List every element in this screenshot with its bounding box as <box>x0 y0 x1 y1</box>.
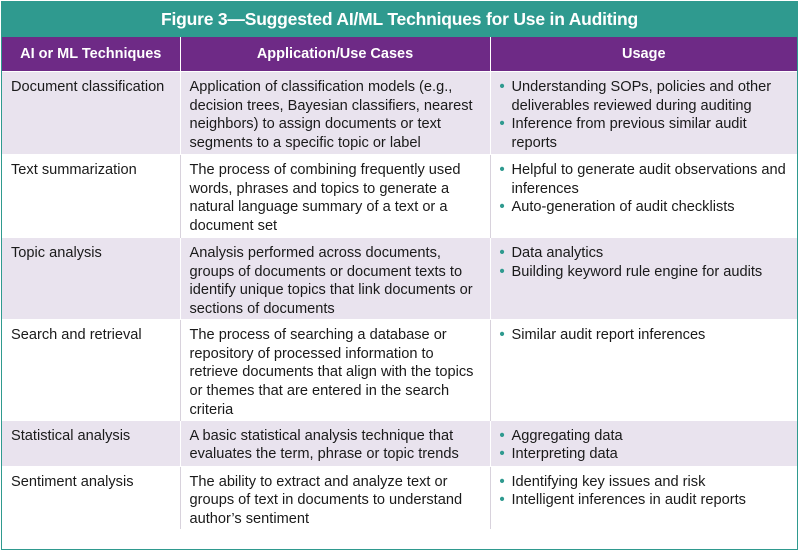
usage-item: • Understanding SOPs, policies and other deliverables reviewed during auditing <box>499 79 772 114</box>
figure-title: Figure 3—Suggested AI/ML Techniques for Use in Auditing <box>2 2 797 37</box>
technique-cell: Sentiment analysis <box>2 466 180 529</box>
usage-item: • Data analytics <box>499 245 604 261</box>
header-techniques: AI or ML Techniques <box>2 37 180 72</box>
table-row <box>2 320 797 421</box>
bullet-icon: • <box>499 263 505 280</box>
application-cell: The ability to extract and analyze text or groups of text in documents to understand author’s sentiment <box>180 466 490 529</box>
usage-item: • Similar audit report inferences <box>499 327 706 343</box>
application-cell: The process of combining frequently used words, phrases and topics to generate a natural language summary of a text or a document set <box>180 155 490 238</box>
usage-item: • Building keyword rule engine for audits <box>499 263 763 280</box>
usage-item: • Helpful to generate audit observations and inferences <box>499 162 786 197</box>
usage-cell <box>490 320 797 421</box>
bullet-icon: • <box>499 199 505 216</box>
header-application: Application/Use Cases <box>180 37 490 72</box>
header-usage: Usage <box>490 37 797 72</box>
bullet-icon: • <box>499 116 505 133</box>
figure-table <box>1 1 798 550</box>
bullet-icon: • <box>499 446 505 463</box>
bullet-icon: • <box>499 473 505 490</box>
application-cell: Application of classification models (e.g., decision trees, Bayesian classifiers, nearest neighbors) to assign documents or text segments to a specific topic or label <box>180 72 490 155</box>
table-row <box>2 238 797 320</box>
application-cell: Analysis performed across documents, groups of documents or document texts to identify unique topics that link documents or sections of documents <box>180 238 490 320</box>
usage-cell <box>490 420 797 466</box>
techniques-table <box>2 37 797 529</box>
usage-item: • Interpreting data <box>499 446 618 463</box>
table-row <box>2 420 797 466</box>
usage-item: • Identifying key issues and risk <box>499 473 706 490</box>
technique-cell: Search and retrieval <box>2 320 180 421</box>
usage-item: • Aggregating data <box>499 427 623 444</box>
usage-item: • Intelligent inferences in audit reports <box>499 492 746 509</box>
usage-item: • Inference from previous similar audit reports <box>499 116 747 152</box>
bullet-icon: • <box>499 245 505 261</box>
usage-cell <box>490 155 797 238</box>
application-cell: A basic statistical analysis technique that evaluates the term, phrase or topic trends <box>180 420 490 466</box>
technique-cell: Text summarization <box>2 155 180 238</box>
table-row <box>2 72 797 155</box>
usage-cell <box>490 466 797 529</box>
usage-cell <box>490 238 797 320</box>
bullet-icon: • <box>499 327 505 343</box>
header-row <box>2 37 797 72</box>
technique-cell: Statistical analysis <box>2 420 180 466</box>
table-row <box>2 155 797 238</box>
technique-cell: Topic analysis <box>2 238 180 320</box>
bullet-icon: • <box>499 427 505 444</box>
application-cell: The process of searching a database or repository of processed information to retrieve documents that align with the topics or themes that are entered in the search criteria <box>180 320 490 421</box>
bullet-icon: • <box>499 79 505 95</box>
bullet-icon: • <box>499 492 505 509</box>
bullet-icon: • <box>499 162 505 178</box>
usage-cell <box>490 72 797 155</box>
technique-cell: Document classification <box>2 72 180 155</box>
table-row <box>2 466 797 529</box>
usage-item: • Auto-generation of audit checklists <box>499 199 735 216</box>
